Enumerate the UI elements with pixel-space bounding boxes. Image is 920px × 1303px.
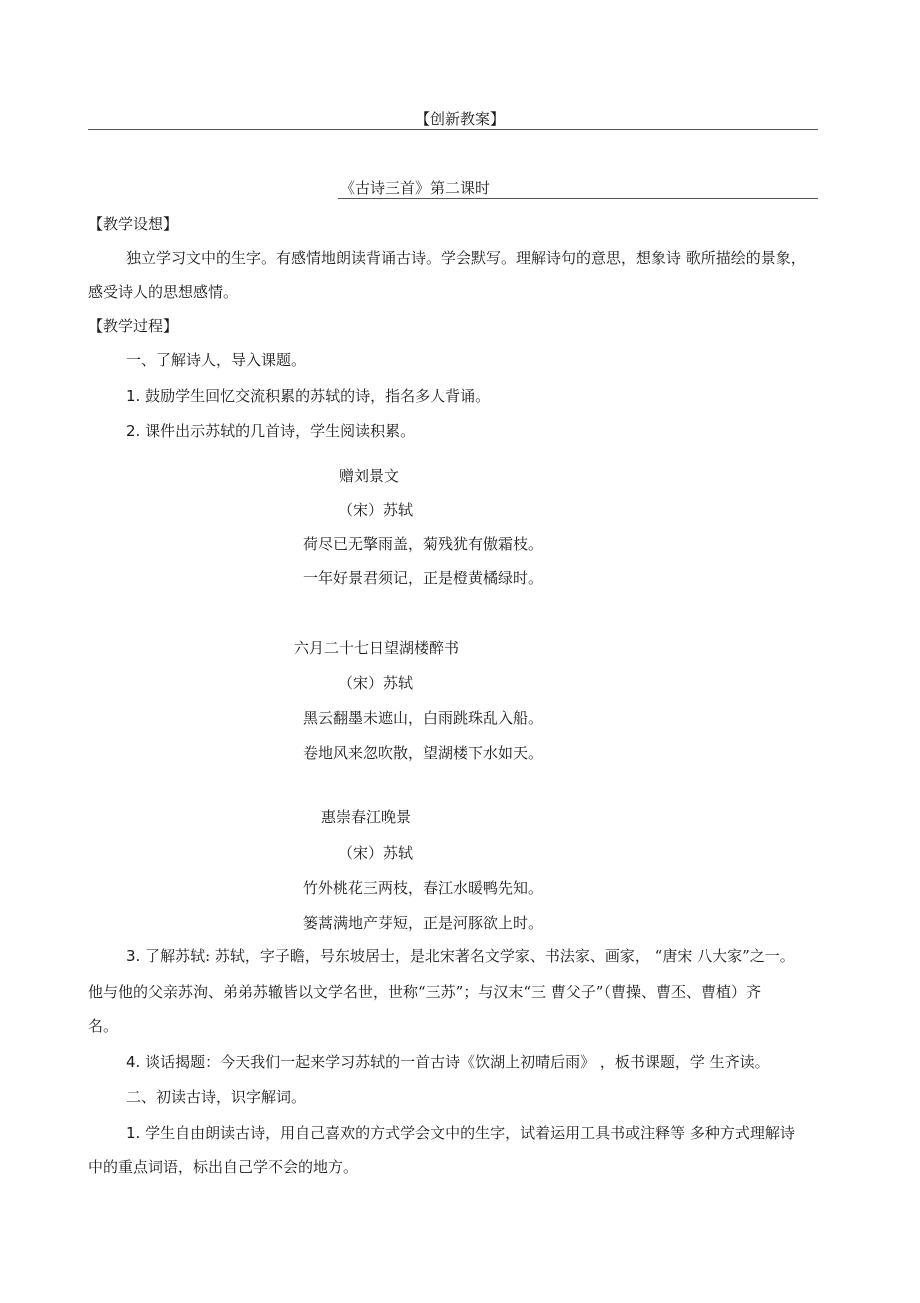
poem-author: （宋）苏轼 (338, 501, 414, 519)
poem-title: 惠崇春江晚景 (321, 808, 412, 826)
list-item-4 (126, 1052, 770, 1072)
poem-author: （宋）苏轼 (338, 844, 414, 862)
list-number: 3 (126, 947, 136, 965)
list-item-5 (126, 1123, 795, 1143)
section-heading-design: 【教学设想】 (88, 215, 179, 233)
design-paragraph-line1: 独立学习文中的生字。有感情地朗读背诵古诗。学会默写。理解诗句的意思，想象诗 歌所描绘的景象， (126, 249, 806, 267)
list-text: . 学生自由朗读古诗，用自己喜欢的方式学会文中的生字，试着运用工具书或注释等 多种方式理解诗 (135, 1124, 795, 1142)
list-item-1 (126, 386, 490, 406)
list-number: 1 (126, 387, 136, 405)
poem-title: 六月二十七日望湖楼醉书 (294, 639, 460, 657)
list-number: 4 (126, 1053, 136, 1071)
list-text: . 课件出示苏轼的几首诗，学生阅读积累。 (135, 422, 416, 440)
poem-line: 卷地风来忽吹散，望湖楼下水如天。 (303, 744, 544, 762)
list-item-2 (126, 421, 415, 441)
part1-heading: 一、了解诗人，导入课题。 (126, 351, 307, 369)
subtitle-rule (338, 198, 818, 199)
list-item-3-line2: 他与他的父亲苏洵、弟弟苏辙皆以文学名世，世称“三苏”；与汉末“三 曹父子”（曹操、曹丕、曹植）齐 (88, 983, 761, 1001)
poem-line: 篓蒿满地产芽短，正是河豚欲上时。 (303, 914, 544, 932)
list-text: . 谈话揭题：今天我们一起来学习苏轼的一首古诗《饮湖上初晴后雨》 ，板书课题，学 生齐读。 (135, 1053, 770, 1071)
design-paragraph-line2: 感受诗人的思想感情。 (88, 283, 239, 301)
list-item-5-line2: 中的重点词语，标出自己学不会的地方。 (88, 1158, 359, 1176)
list-item-3 (126, 946, 795, 966)
poem-line: 黑云翻墨未遮山，白雨跳珠乱入船。 (303, 709, 544, 727)
list-text: . 了解苏轼: 苏轼，字子瞻，号东坡居士，是北宋著名文学家、书法家、画家， “唐宋 八大家”之一。 (135, 947, 795, 965)
list-item-3-line3: 名。 (88, 1017, 119, 1035)
lesson-subtitle: 《古诗三首》第二课时 (340, 179, 491, 197)
part2-heading: 二、初读古诗，识字解词。 (126, 1088, 307, 1106)
poem-title: 赠刘景文 (339, 467, 400, 485)
section-heading-process: 【教学过程】 (88, 317, 179, 335)
list-number: 1 (126, 1124, 136, 1142)
list-text: . 鼓励学生回忆交流积累的苏轼的诗，指名多人背诵。 (135, 387, 491, 405)
poem-line: 竹外桃花三两枝，春江水暖鸭先知。 (303, 879, 544, 897)
poem-line: 一年好景君须记，正是橙黄橘绿时。 (303, 569, 544, 587)
header-rule (88, 129, 818, 130)
list-number: 2 (126, 422, 136, 440)
header-label: 【创新教案】 (414, 110, 505, 128)
poem-author: （宋）苏轼 (338, 674, 414, 692)
poem-line: 荷尽已无擎雨盖，菊残犹有傲霜枝。 (303, 535, 544, 553)
